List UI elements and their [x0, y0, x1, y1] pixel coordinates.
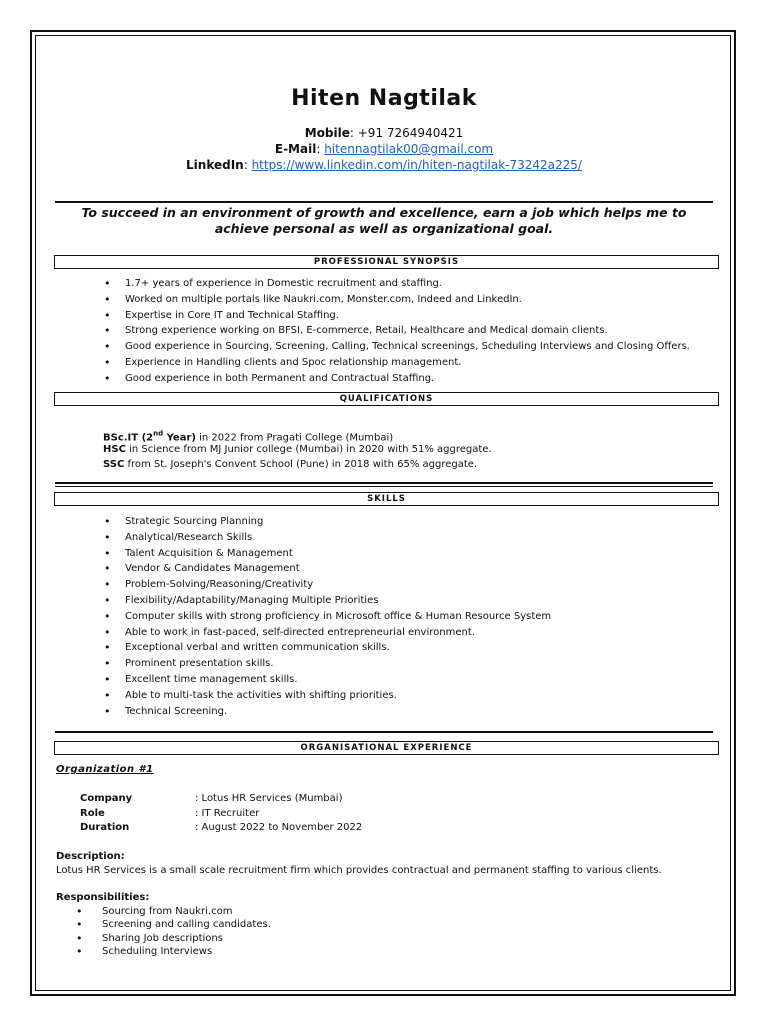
section-organisational-experience: ORGANISATIONAL EXPERIENCE	[54, 741, 719, 755]
section-qualifications: QUALIFICATIONS	[54, 392, 719, 406]
synopsis-list	[104, 276, 690, 387]
email-link[interactable]: hitennagtilak00@gmail.com	[324, 142, 494, 156]
responsibility-item: • Sourcing from Naukri.com	[76, 905, 271, 918]
responsibility-item: • Scheduling Interviews	[76, 945, 271, 958]
role-value: : IT Recruiter	[195, 808, 260, 819]
skill-item: • Problem-Solving/Reasoning/Creativity	[104, 577, 551, 593]
synopsis-item: • Strong experience working on BFSI, E-commerce, Retail, Healthcare and Medical domain clients.	[104, 323, 690, 339]
mobile-label: Mobile	[304, 126, 350, 140]
synopsis-item: • Good experience in both Permanent and Contractual Staffing.	[104, 371, 690, 387]
mobile-value: +91 7264940421	[357, 126, 464, 140]
skill-item: • Vendor & Candidates Management	[104, 561, 551, 577]
responsibility-item: • Screening and calling candidates.	[76, 918, 271, 931]
description-label: Description:	[56, 851, 125, 862]
responsibility-item: • Sharing Job descriptions	[76, 932, 271, 945]
skill-item: • Talent Acquisition & Management	[104, 546, 551, 562]
email-label: E-Mail	[274, 142, 317, 156]
qual-degree: HSC	[103, 444, 126, 455]
synopsis-item: • Worked on multiple portals like Naukri.com, Monster.com, Indeed and LinkedIn.	[104, 292, 690, 308]
section-professional-synopsis: PROFESSIONAL SYNOPSIS	[54, 255, 719, 269]
skill-item: • Analytical/Research Skills	[104, 530, 551, 546]
skills-list	[104, 514, 551, 719]
qualifications-divider	[55, 482, 713, 484]
email-line: E-Mail: hitennagtilak00@gmail.com	[274, 142, 494, 156]
qual-degree: BSc.IT	[103, 432, 139, 444]
skills-divider	[55, 731, 713, 733]
synopsis-item: • Experience in Handling clients and Spoc relationship management.	[104, 355, 690, 371]
skill-item: • Excellent time management skills.	[104, 672, 551, 688]
description-text: Lotus HR Services is a small scale recruitment firm which provides contractual and permanent staffing to various clients.	[56, 865, 662, 876]
synopsis-item: • Expertise in Core IT and Technical Staffing.	[104, 308, 690, 324]
organization-heading: Organization #1	[56, 764, 154, 775]
synopsis-item: • Good experience in Sourcing, Screening, Calling, Technical screenings, Scheduling Interviews and Closing Offers.	[104, 339, 690, 355]
skill-item: • Flexibility/Adaptability/Managing Multiple Priorities	[104, 593, 551, 609]
qualification-hsc: HSC in Science from MJ Junior college (Mumbai) in 2020 with 51% aggregate.	[103, 444, 492, 455]
mobile-line: Mobile: +91 7264940421	[304, 126, 464, 140]
skill-item: • Computer skills with strong proficiency in Microsoft office & Human Resource System	[104, 609, 551, 625]
header-divider	[55, 201, 713, 203]
qualification-bsc: BSc.IT (2nd Year) in 2022 from Pragati College (Mumbai)	[103, 430, 394, 444]
synopsis-item: • 1.7+ years of experience in Domestic recruitment and staffing.	[104, 276, 690, 292]
duration-value: : August 2022 to November 2022	[195, 822, 363, 833]
linkedin-label: LinkedIn	[186, 158, 244, 172]
skill-item: • Technical Screening.	[104, 704, 551, 720]
qualification-ssc: SSC from St. Joseph's Convent School (Pune) in 2018 with 65% aggregate.	[103, 459, 478, 470]
linkedin-link[interactable]: https://www.linkedin.com/in/hiten-nagtilak-73242a225/	[251, 158, 582, 172]
duration-label: Duration	[80, 822, 130, 833]
candidate-name: Hiten Nagtilak	[291, 86, 477, 111]
company-value: : Lotus HR Services (Mumbai)	[195, 793, 343, 804]
role-label: Role	[80, 808, 105, 819]
section-skills: SKILLS	[54, 492, 719, 506]
responsibilities-list	[76, 905, 271, 958]
page-border-inner	[35, 35, 731, 991]
skill-item: • Able to multi-task the activities with shifting priorities.	[104, 688, 551, 704]
linkedin-line: LinkedIn: https://www.linkedin.com/in/hiten-nagtilak-73242a225/	[186, 158, 582, 172]
skill-item: • Prominent presentation skills.	[104, 656, 551, 672]
skill-item: • Exceptional verbal and written communication skills.	[104, 640, 551, 656]
career-objective: To succeed in an environment of growth and excellence, earn a job which helps me to achieve personal as well as organizational goal.	[81, 205, 687, 236]
skill-item: • Strategic Sourcing Planning	[104, 514, 551, 530]
company-label: Company	[80, 793, 133, 804]
qual-degree: SSC	[103, 459, 125, 470]
responsibilities-label: Responsibilities:	[56, 892, 150, 903]
skill-item: • Able to work in fast-paced, self-directed entrepreneurial environment.	[104, 625, 551, 641]
qualifications-divider-thin	[55, 486, 713, 487]
